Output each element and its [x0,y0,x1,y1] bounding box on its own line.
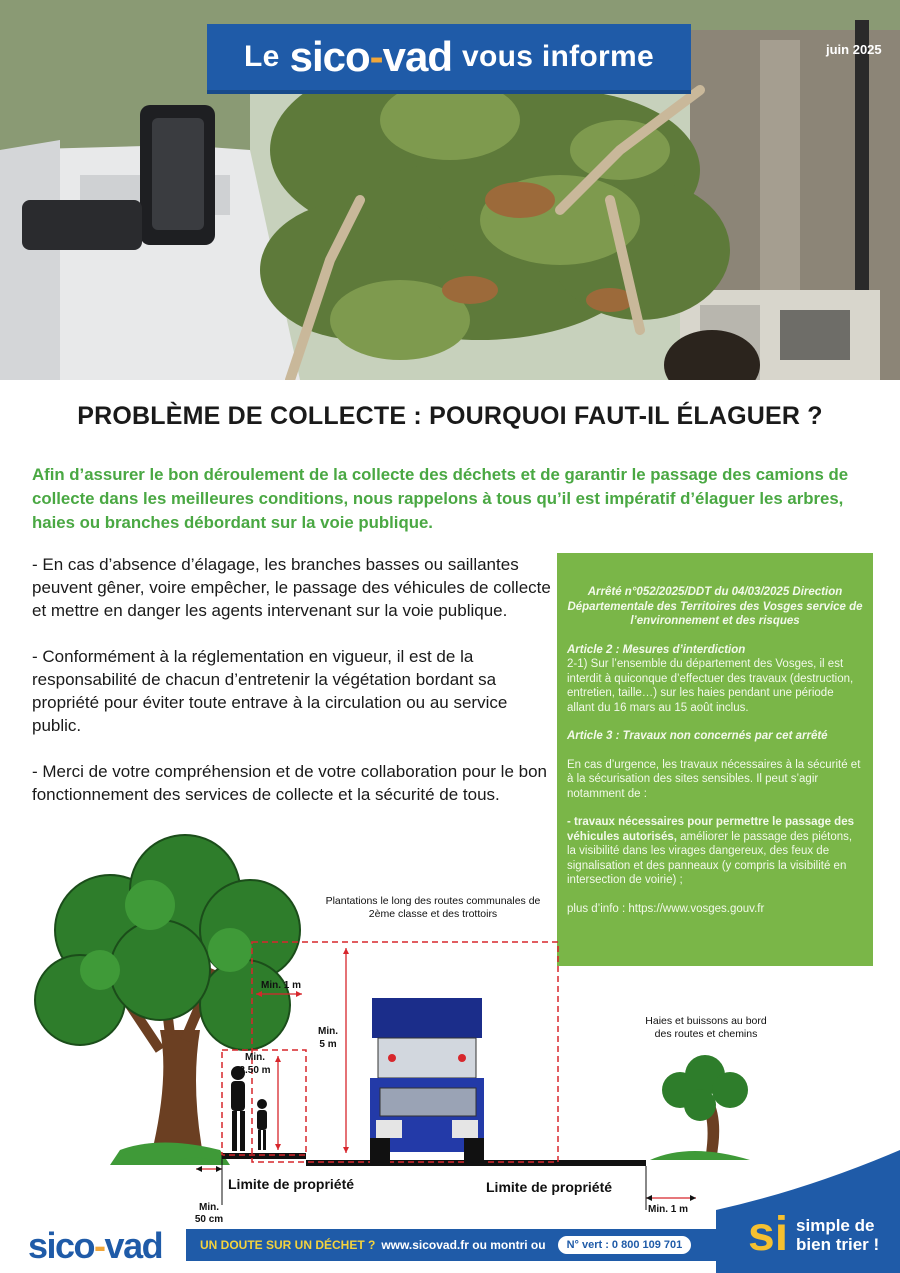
slogan-line-1: simple de [796,1216,875,1235]
footer-bar [186,1229,716,1261]
brand-dash: - [369,33,383,80]
brand-logo [290,33,452,81]
hedges-label-2: des routes et chemins [654,1028,758,1040]
footer-logo-part2: vad [104,1225,163,1266]
min-50cm-label-2: 50 cm [194,1214,224,1225]
pedestrians-illustration [231,1066,267,1151]
title-suffix: vous informe [462,40,654,73]
article-2-text: 2-1) Sur l’ensemble du département des Vosges, il est interdit à quiconque d’effectuer des travaux (destruction, entretien, taille…) sur les haies pendant une période allant du 16 mars au 15 août inclus. [567,658,854,714]
intro-paragraph: Afin d’assurer le bon déroulement de la collecte des déchets et de garantir le passage des camions de collecte dans les meilleures conditions, nous rappelons à tous qu’il est impératif d’élaguer les arbres, haies ou branches débordant sur la voie publique. [32,465,849,532]
article-3-text: En cas d’urgence, les travaux nécessaires à la sécurité et à la sécurisation des sites sensibles. Il peut s’agir notamment de : [567,758,861,800]
property-limit-left: Limite de propriété [228,1176,355,1192]
regulation-title: Arrêté n°052/2025/DDT du 04/03/2025 Direction Départementale des Territoires des Vosges service de l’environnement et des risques [567,586,863,627]
footer-question: UN DOUTE SUR UN DÉCHET ? [200,1238,376,1252]
issue-date: juin 2025 [826,42,882,57]
min-250-label-1: Min. [245,1052,265,1063]
plantations-label-1: Plantations le long des routes communales de [325,895,541,907]
min-1m-right-label: Min. 1 m [647,1204,689,1215]
footer-links[interactable]: www.sicovad.fr ou montri ou [381,1238,546,1252]
phone-badge[interactable]: N° vert : 0 800 109 701 [558,1236,692,1254]
footer-logo-part1: sico [28,1225,95,1266]
hedges-label-1: Haies et buissons au bord [645,1015,767,1027]
min-5m-label-1: Min. [318,1026,338,1037]
slogan-si: si [748,1208,789,1261]
property-limit-right: Limite de propriété [486,1179,613,1195]
footer-logo [28,1225,162,1267]
article-2-label: Article 2 [567,643,613,656]
more-info-link[interactable]: plus d’info : https://www.vosges.gouv.fr [567,902,765,915]
plantations-label-2: 2ème classe et des trottoirs [368,908,498,920]
min-50cm-label-1: Min. [199,1202,219,1213]
slogan [748,1208,880,1261]
article-3-bullet-strong: - travaux nécessaires pour permettre le passage des véhicules autorisés, [567,816,855,843]
article-2-heading [567,643,863,658]
body-text [32,553,552,829]
article-2-title: : Mesures d’interdiction [612,643,746,656]
footer-logo-dash: - [94,1225,105,1266]
article-3-title: : Travaux non concernés par cet arrêté [612,730,828,742]
min-5m-label-2: 5 m [319,1039,337,1050]
body-paragraph-2: - Conformément à la réglementation en vigueur, il est de la responsabilité de chacun d’entretenir la végétation bordant sa propriété pour éviter toute entrave à la circulation ou au service public. [32,647,508,735]
body-paragraph-3: - Merci de votre compréhension et de votre collaboration pour le bon fonctionnement des services de collecte et la sécurité de tous. [32,762,548,804]
truck-illustration [370,998,484,1166]
article-3-heading [567,729,863,744]
min-250-label-2: 2.50 m [239,1065,271,1076]
title-prefix: Le [243,40,280,73]
title-banner [207,24,691,94]
brand-part2: vad [382,33,453,80]
bush-illustration [650,1055,750,1160]
article-3-label: Article 3 [567,730,613,742]
body-paragraph-1: - En cas d’absence d’élagage, les branches basses ou saillantes peuvent gêner, voire empêcher, le passage des véhicules de collecte et mettre en danger les agents intervenant sur la voie publique. [32,555,551,620]
slogan-text [796,1216,879,1254]
slogan-line-2: bien trier ! [796,1235,880,1254]
min-1m-top-label: Min. 1 m [260,980,302,991]
article-3-bullet-rest: améliorer le passage des piétons, la visibilité dans les virages dangereux, des feux de signalisation et des panneaux (y compris la visibilité en intersection de voirie) ; [567,830,853,886]
page-title: PROBLÈME DE COLLECTE : POURQUOI FAUT-IL ÉLAGUER ? [77,402,823,430]
brand-part1: sico [289,33,370,80]
